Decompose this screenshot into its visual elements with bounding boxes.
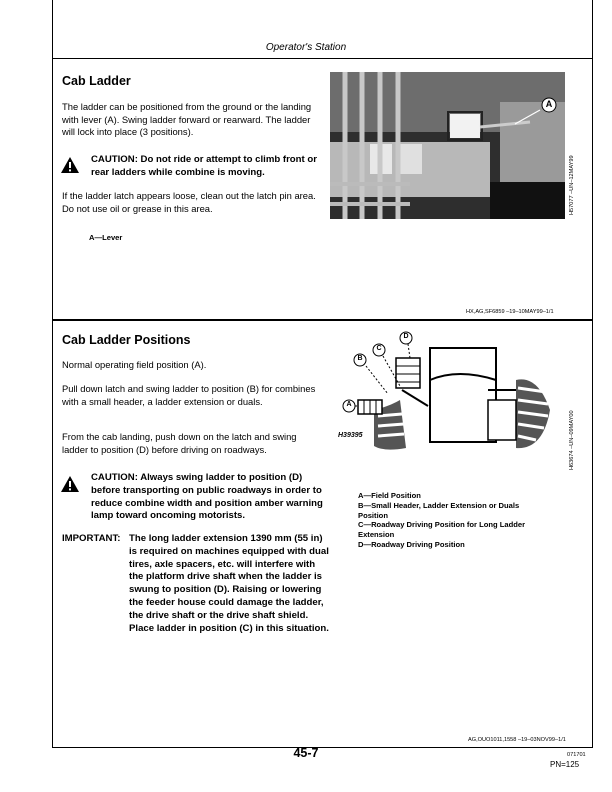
page-number: 45-7 [293, 746, 319, 760]
footer-code: AG,OUO1011,1558 –19–03NOV99–1/1 [468, 737, 566, 743]
paragraph: From the cab landing, push down on the latch and swing ladder to position (D) before driving on roadways. [62, 431, 297, 455]
cab-ladder-photo [330, 72, 565, 219]
paragraph: Pull down latch and swing ladder to position (B) for combines with a small header, a ladder extension or duals. [62, 383, 316, 407]
legend-item: A—Field Position [358, 491, 421, 500]
warning-icon [61, 157, 79, 173]
section-title: Cab Ladder [62, 74, 131, 88]
important-text: The long ladder extension 1390 mm (55 in) is required on machines equipped with dual tires, axle spacers, etc. will interfere with the platform drive shaft when the ladder is swung to position (D). Raising or lowering the feeder house could damage the ladder, the drive shaft or the drive shaft shield. Place ladder in position (C) in this situation. [129, 533, 329, 634]
photo-callout: A [545, 99, 553, 109]
diagram-callout: B [357, 355, 363, 362]
diagram-callout: A [346, 401, 352, 408]
paragraph: If the ladder latch appears loose, clean out the latch pin area. Do not use oil or grease in this area. [62, 190, 316, 214]
paragraph: Normal operating field position (A). [62, 359, 207, 370]
footer-code: HX,AG,SF6859 –19–10MAY99–1/1 [466, 309, 554, 315]
image-code: H57077 –UN–12MAY99 [569, 155, 575, 215]
ladder-positions-diagram [338, 330, 566, 470]
caution-text: CAUTION: Always swing ladder to position (D) before transporting on public roadways in order to reduce combine width and position amber warning lamp toward oncoming motorists. [91, 472, 323, 522]
diagram-ref: H39395 [338, 432, 363, 439]
image-code: H63674 –UN–09MAY00 [569, 410, 575, 470]
page-header: Operator's Station [265, 42, 347, 53]
legend-item: B—Small Header, Ladder Extension or Duals Position [358, 501, 520, 520]
legend-item: D—Roadway Driving Position [358, 540, 465, 549]
doc-code: 071701 [567, 752, 586, 758]
pn-number: PN=125 [550, 760, 580, 769]
legend-item: A—Lever [89, 233, 123, 242]
diagram-callout: C [376, 345, 382, 352]
caution-text: CAUTION: Do not ride or attempt to climb front or rear ladders while combine is moving. [91, 154, 317, 178]
important-label: IMPORTANT: [62, 533, 121, 544]
section-title: Cab Ladder Positions [62, 333, 191, 347]
paragraph: The ladder can be positioned from the ground or the landing with lever (A). Swing ladder forward or rearward. The ladder will lock into place (3 positions). [62, 101, 312, 138]
legend-item: C—Roadway Driving Position for Long Ladder Extension [358, 520, 526, 539]
diagram-callout: D [403, 333, 409, 340]
warning-icon [61, 476, 79, 492]
